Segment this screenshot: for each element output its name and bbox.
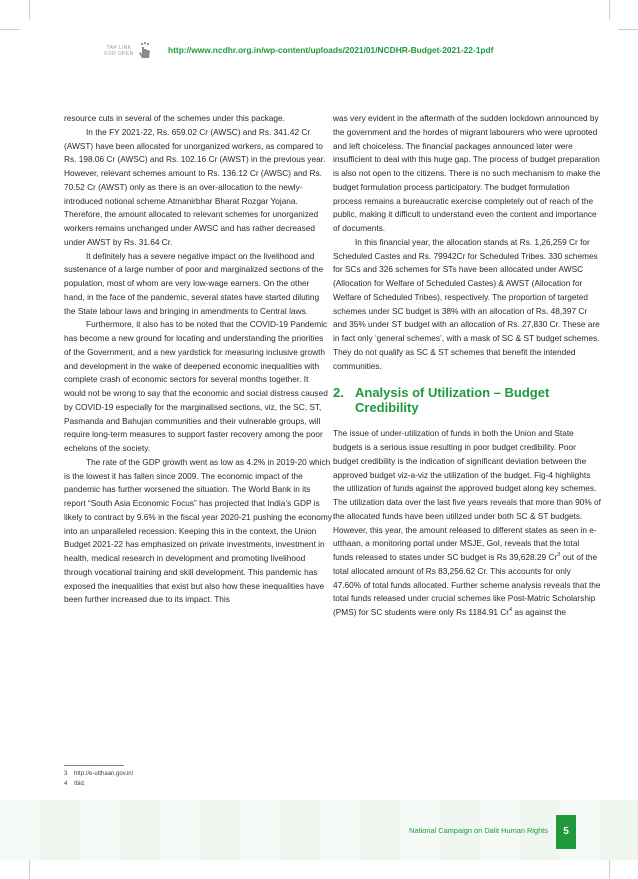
source-url-link[interactable]: http://www.ncdhr.org.in/wp-content/uploads/2021/01/NCDHR-Budget-2021-22-1pdf (168, 45, 494, 55)
section-title: Analysis of Utilization – Budget Credibility (355, 385, 550, 416)
crop-mark-tl-v (29, 0, 30, 20)
paragraph-text: The issue of under-utilization of funds in both the Union and State budgets is a serious issue resulting in poor budget credibility. Poor budget credibility is the indication of significant deviation between the approved budget viz-a-viz the utilization of the budget. Fig-4 highlights the utilization of funds against the approved budget along key schemes. The utilization data over the last five years reveals that more than 90% of the allocated funds have been utilized under both SC & ST budgets. However, this year, the amount released to different states as seen in e-utthaan, a monitoring portal under MSJE, GoI, reveals that the total funds released to states under SC budget is Rs 39,628.29 Cr (333, 428, 601, 562)
tap-link-line1: TAP LINK (106, 45, 132, 51)
paragraph: It definitely has a severe negative impact on the livelihood and sustenance of a large number of poor and marginalized sections of the population, most of whom are very low-wage earners. On the other hand, in the face of the pandemic, several states have started diluting the State labour laws and bringing in amendments to Central laws. (64, 250, 324, 316)
crop-mark-tl-h (0, 29, 20, 30)
right-column (333, 112, 601, 620)
footnote-number: 3 (64, 771, 68, 777)
paragraph: was very evident in the aftermath of the sudden lockdown announced by the government and the hordes of migrant labourers who were uprooted and left choiceless. The financial packages announced later were insufficient to deal with this huge gap. The process of budget preparation is also not open to the citizens. There is no such mechanism to make the budget formulation process participatory. The budget formulation process remains a bureaucratic exercise completely out of reach of the public, making it difficult to understand even the content and importance of documents. (333, 113, 601, 233)
paragraph: In this financial year, the allocation stands at Rs. 1,26,259 Cr for Scheduled Castes and Rs. 79942Cr for Scheduled Tribes. 330 schemes for SCs and 326 schemes for STs have been allocated under AWSC (Allocation for Welfare of Scheduled Castes) & AWST (Allocation for Welfare of Scheduled Tribes), respectively. The proportion of targeted schemes under SC budget is 38% with an allocation of Rs. 48,397 Cr and 35% under ST budget with an allocation of Rs. 27,830 Cr. These are in fact only ‘general schemes’, with a mask of SC & ST budget schemes. They do not qualify as SC & ST schemes that benefit the intended communities. (333, 236, 600, 371)
crop-mark-bl-v (29, 859, 30, 879)
section-number: 2. (333, 385, 344, 401)
footnote-ref-3[interactable]: 3 (557, 552, 561, 559)
paragraph: The rate of the GDP growth went as low as 4.2% in 2019-20 which is the lowest it has fallen since 2009. The economic impact of the pandemic has further worsened the situation. The World Bank in its report “South Asia Economic Focus” has projected that India’s GDP is likely to contract by 9.6% in the fiscal year 2020-21 pushing the economy into an unparalleled recession. Keeping this in the context, the Union Budget 2021-22 has emphasized on private investments, investment in health, medical research in development and promoting livelihood through vocational training and skill development. This pandemic has exposed the inequalities that exist but also how these inequalities have been further increased due to its impact. This (64, 456, 332, 605)
footnote-text: Ibid. (74, 781, 86, 787)
paragraph (333, 427, 601, 620)
footnote-text[interactable]: http://e-utthaan.gov.in/ (74, 771, 134, 777)
paragraph: In the FY 2021-22, Rs. 659.02 Cr (AWSC) and Rs. 341.42 Cr (AWST) have been allocated for unorganized workers, as compared to Rs. 198.06 Cr (AWSC) and Rs. 102.16 Cr (AWST) in the previous year. However, relevant schemes amount to Rs. 136.12 Cr (AWSC) and Rs. 70.52 Cr (AWST) only as there is an over-allocation to the newly-introduced notional scheme Atmanirbhar Bharat Rozgar Yojana. Therefore, the amount allocated to relevant schemes for unorganized workers remains unchanged under AWSC and has rather decreased under AWST by Rs. 31.64 Cr. (64, 126, 326, 247)
footnote-3 (64, 770, 133, 778)
footnote-divider (64, 765, 124, 766)
crop-mark-br-v (609, 859, 610, 879)
crop-mark-tr-h (618, 29, 638, 30)
footer-org-name: National Campaign on Dalit Human Rights (409, 826, 548, 835)
tap-hand-icon (136, 41, 154, 61)
crop-mark-tr-v (609, 0, 610, 20)
paragraph: Furthermore, it also has to be noted that the COVID-19 Pandemic has become a new ground for locating and understanding the priorities of the Government, and a new yardstick for measuring inclusive growth and development in the wake of deepened economic inequalities with complete crash of economic sectors for several months together. It would not be wrong to say that the economic and social distress caused by COVID-19 especially for the marginalised sections, viz, the SC, ST, Pasmanda and Bahujan communities and their vulnerable groups, will require long-term measures to support faster recovery among the poor echelons of the society. (64, 319, 328, 453)
tap-link-line2: FOR OPEN (104, 51, 134, 57)
page-number: 5 (556, 815, 576, 849)
left-column (64, 112, 332, 607)
footnote-4 (64, 780, 85, 788)
paragraph-text: out of the total allocated amount of Rs 83,256.62 Cr. This accounts for only 47.60% of total funds allocated. Further scheme analysis reveals that the total funds released under crucial schemes like Post-Matric Scholarship (PMS) for SC students were only Rs 1184.91 Cr (333, 552, 601, 617)
paragraph-text: as against the (512, 607, 567, 617)
footnote-number: 4 (64, 781, 68, 787)
section-heading (333, 385, 601, 415)
paragraph: resource cuts in several of the schemes under this package. (64, 113, 285, 123)
footnote-ref-4[interactable]: 4 (509, 607, 513, 614)
